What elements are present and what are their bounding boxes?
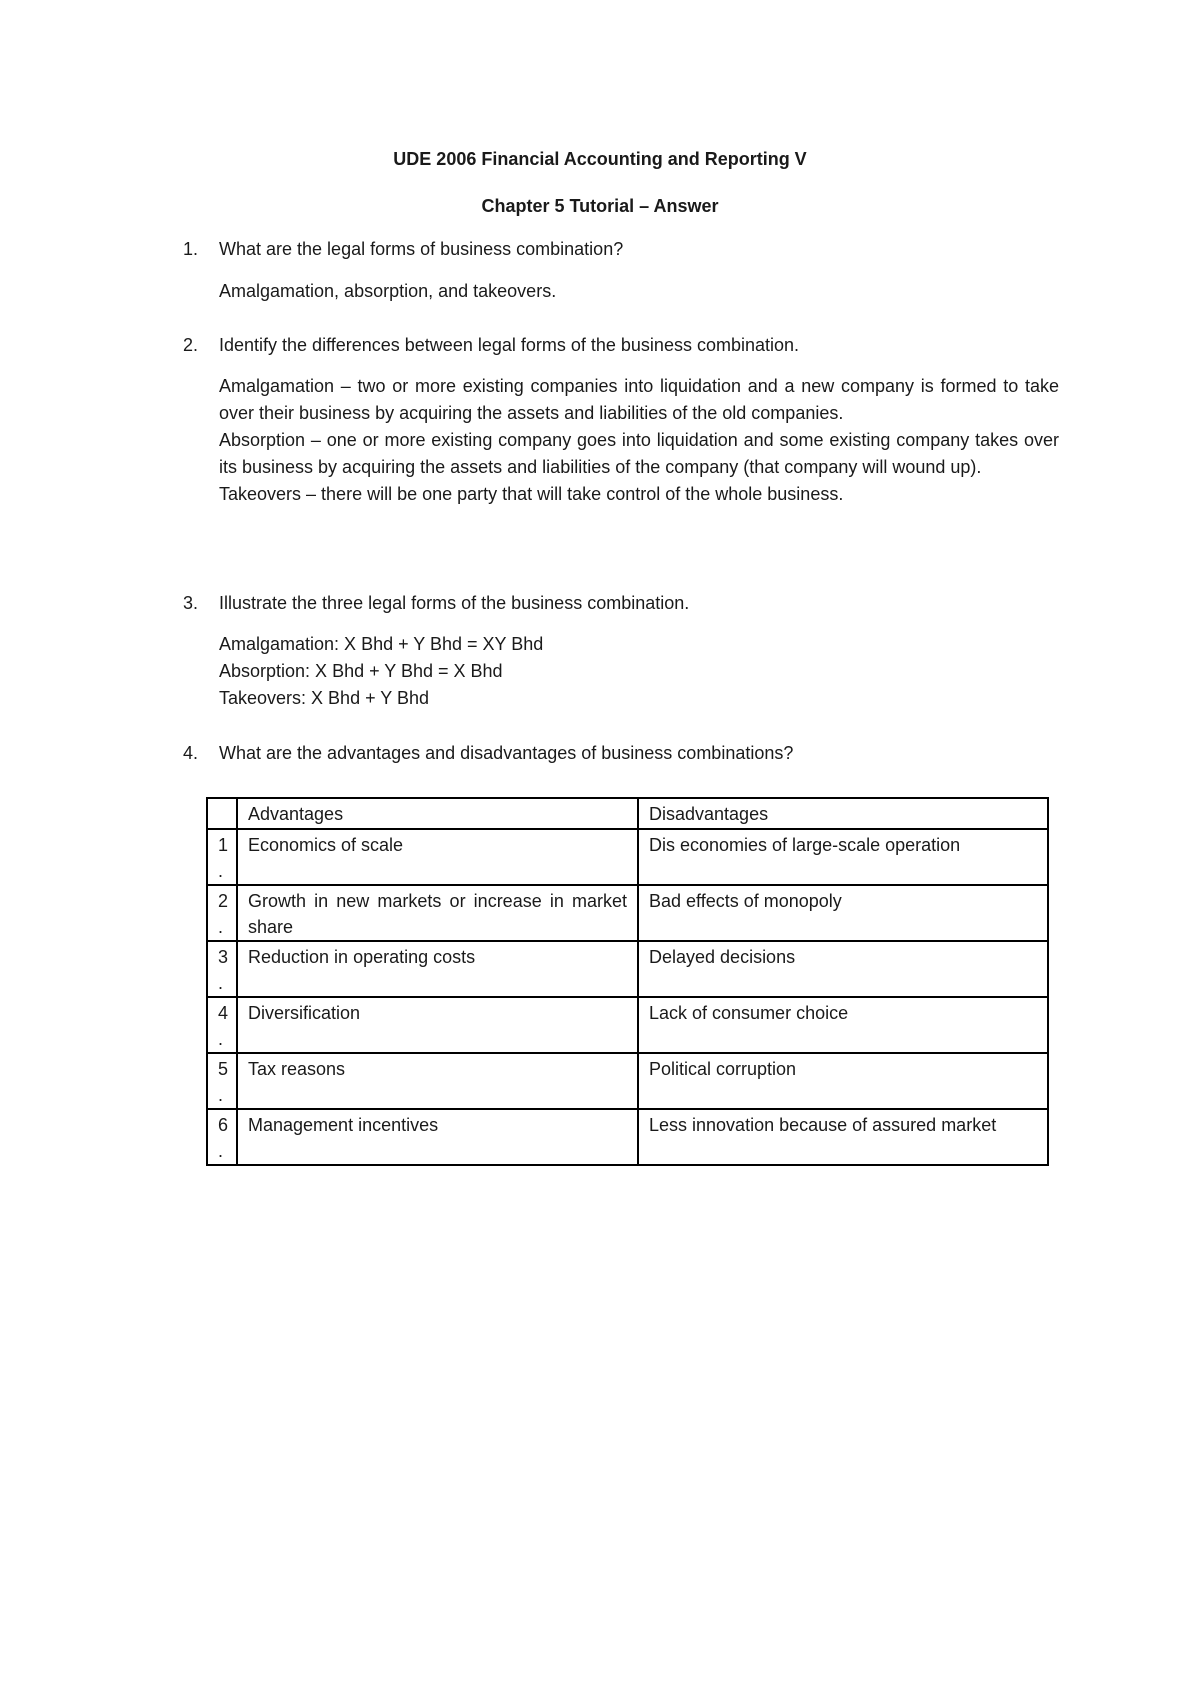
row-number-digit: 3: [218, 947, 229, 967]
question-2: [183, 332, 1063, 359]
advantages-disadvantages-table: [206, 797, 1049, 1166]
row-number-dot: .: [218, 1141, 224, 1161]
row-number-dot: .: [218, 1029, 224, 1049]
row-number: [207, 941, 237, 997]
row-number: [207, 829, 237, 885]
disadvantage-cell: Lack of consumer choice: [638, 997, 1048, 1053]
document-subtitle: Chapter 5 Tutorial – Answer: [481, 196, 719, 216]
table-row: [207, 1109, 1048, 1165]
row-number-digit: 4: [218, 1003, 229, 1023]
answer-2: [219, 373, 1059, 508]
answer-line-takeovers: Takeovers: X Bhd + Y Bhd: [219, 688, 429, 708]
row-number-digit: 2: [218, 891, 229, 911]
advantage-cell: Management incentives: [237, 1109, 638, 1165]
row-number: [207, 885, 237, 941]
advantage-cell: Diversification: [237, 997, 638, 1053]
disadvantage-cell: Political corruption: [638, 1053, 1048, 1109]
answer-line-amalgamation: Amalgamation – two or more existing companies into liquidation and a new company is formed to take over their business by acquiring the assets and liabilities of the old companies.: [219, 376, 1059, 423]
question-text: Illustrate the three legal forms of the business combination.: [219, 593, 690, 613]
disadvantage-cell: Dis economies of large-scale operation: [638, 829, 1048, 885]
row-number: [207, 1053, 237, 1109]
question-text: What are the advantages and disadvantages of business combinations?: [219, 743, 794, 763]
question-text: What are the legal forms of business combination?: [219, 239, 624, 259]
table-row: [207, 829, 1048, 885]
question-number: 1.: [183, 239, 199, 259]
question-number: 4.: [183, 743, 199, 763]
advantage-cell: Growth in new markets or increase in market share: [237, 885, 638, 941]
row-number: [207, 997, 237, 1053]
question-1: [183, 236, 1063, 263]
row-number-dot: .: [218, 917, 224, 937]
question-4: [183, 740, 1063, 767]
document-title: UDE 2006 Financial Accounting and Reporting V: [393, 149, 807, 169]
answer-3: [219, 631, 1059, 712]
question-number: 3.: [183, 593, 199, 613]
question-text: Identify the differences between legal forms of the business combination.: [219, 335, 800, 355]
question-3: [183, 590, 1063, 617]
row-number-digit: 1: [218, 835, 229, 855]
table-row: [207, 885, 1048, 941]
table-row: [207, 1053, 1048, 1109]
answer-line-takeovers: Takeovers – there will be one party that will take control of the whole business.: [219, 484, 844, 504]
answer-1: [219, 278, 1059, 305]
answer-line-absorption: Absorption: X Bhd + Y Bhd = X Bhd: [219, 661, 503, 681]
header-cell-disadvantages: Disadvantages: [638, 798, 1048, 829]
answer-line-amalgamation: Amalgamation: X Bhd + Y Bhd = XY Bhd: [219, 634, 544, 654]
answer-text: Amalgamation, absorption, and takeovers.: [219, 281, 557, 301]
table-row: [207, 941, 1048, 997]
row-number-digit: 5: [218, 1059, 229, 1079]
advantage-cell: Tax reasons: [237, 1053, 638, 1109]
question-number: 2.: [183, 335, 199, 355]
disadvantage-cell: Less innovation because of assured market: [638, 1109, 1048, 1165]
table-row: [207, 997, 1048, 1053]
row-number: [207, 1109, 237, 1165]
disadvantage-cell: Bad effects of monopoly: [638, 885, 1048, 941]
table-header-row: [207, 798, 1048, 829]
row-number-digit: 6: [218, 1115, 229, 1135]
header-cell-number: [207, 798, 237, 829]
row-number-dot: .: [218, 861, 224, 881]
answer-line-absorption: Absorption – one or more existing company goes into liquidation and some existing company takes over its business by acquiring the assets and liabilities of the company (that company will wound up).: [219, 430, 1059, 477]
header-cell-advantages: Advantages: [237, 798, 638, 829]
advantage-cell: Reduction in operating costs: [237, 941, 638, 997]
disadvantage-cell: Delayed decisions: [638, 941, 1048, 997]
row-number-dot: .: [218, 1085, 224, 1105]
row-number-dot: .: [218, 973, 224, 993]
advantage-cell: Economics of scale: [237, 829, 638, 885]
